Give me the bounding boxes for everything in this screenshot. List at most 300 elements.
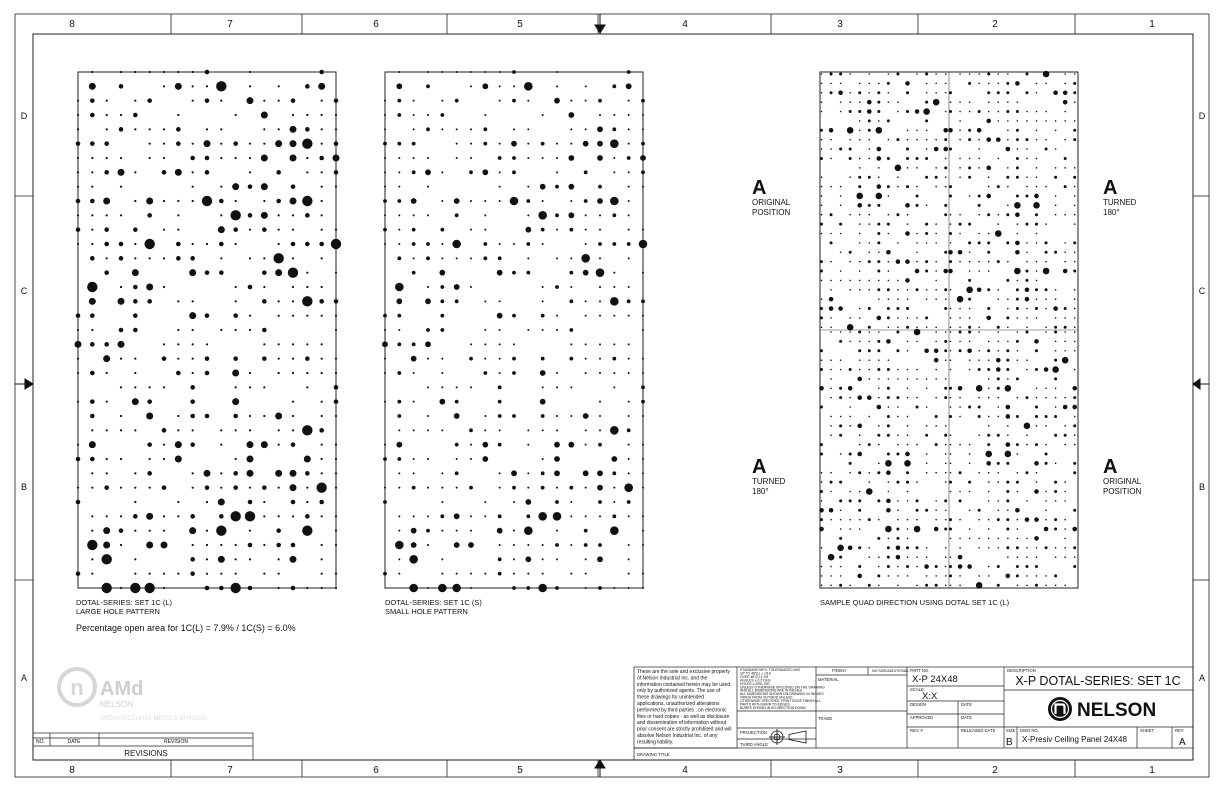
perforation-hole [247, 97, 254, 104]
perforation-hole [945, 444, 947, 446]
perforation-hole [216, 525, 226, 535]
perforation-hole [397, 142, 401, 146]
perforation-hole [868, 92, 870, 94]
perforation-hole [997, 416, 999, 418]
perforation-hole [192, 243, 194, 245]
perforation-hole [130, 583, 140, 593]
perforation-hole [887, 157, 890, 160]
perforation-hole [926, 472, 928, 474]
perforation-hole [949, 148, 952, 151]
text-line: HOLES ±.005/-.000 [740, 681, 770, 686]
perforation-hole [1007, 538, 1009, 540]
perforation-hole [887, 307, 890, 310]
col-label-bottom: 3 [837, 765, 843, 776]
perforation-hole [887, 387, 890, 390]
perforation-hole [527, 573, 529, 575]
perforation-hole [321, 558, 323, 560]
perforation-hole [248, 543, 253, 548]
perforation-hole [905, 231, 910, 236]
perforation-hole [1007, 434, 1009, 436]
perforation-hole [177, 358, 179, 360]
perforation-hole [949, 528, 952, 531]
perforation-hole [1026, 547, 1028, 549]
perforation-hole [1072, 527, 1077, 532]
perforation-hole [527, 143, 529, 145]
perforation-hole [1036, 158, 1038, 160]
perforation-hole [598, 543, 602, 547]
perforation-hole [335, 128, 337, 130]
perforation-hole [262, 270, 267, 275]
perforation-hole [249, 315, 251, 317]
perforation-hole [163, 587, 165, 589]
perforation-hole [926, 148, 928, 150]
perforation-hole [335, 329, 337, 331]
perforation-hole [177, 429, 179, 431]
perforation-hole [959, 444, 961, 446]
perforation-hole [77, 128, 79, 130]
perforation-hole [1026, 575, 1028, 577]
perforation-hole [321, 257, 323, 259]
col-label-bottom: 7 [227, 765, 233, 776]
perforation-hole [986, 137, 991, 142]
perforation-hole [1045, 462, 1048, 465]
perforation-hole [935, 223, 937, 225]
perforation-hole [1033, 202, 1040, 209]
perforation-hole [541, 471, 545, 475]
col-label-bottom: 2 [992, 765, 998, 776]
perforation-hole [263, 100, 265, 102]
perforation-hole [499, 71, 501, 73]
perforation-hole [966, 286, 973, 293]
perforation-hole [76, 199, 81, 204]
perforation-hole [1055, 397, 1057, 399]
perforation-hole [104, 242, 109, 247]
perforation-hole [925, 176, 928, 179]
perforation-hole [1064, 73, 1066, 75]
perforation-hole [878, 251, 880, 253]
perforation-hole [611, 456, 617, 462]
perforation-hole [499, 544, 501, 546]
perforation-hole [887, 546, 890, 549]
perforation-hole [598, 443, 602, 447]
perforation-hole [1055, 129, 1057, 131]
perforation-hole [997, 462, 1000, 465]
perforation-hole [106, 472, 108, 474]
perforation-hole [859, 491, 861, 493]
perforation-hole [555, 285, 559, 289]
perforation-hole [628, 143, 630, 145]
perforation-hole [856, 193, 863, 200]
perforation-hole [452, 240, 461, 249]
perforation-hole [499, 472, 501, 474]
perforation-hole [321, 214, 323, 216]
perforation-hole [997, 387, 1000, 390]
perforation-hole [849, 139, 851, 141]
perforation-hole [935, 443, 938, 446]
perforation-hole [1073, 138, 1076, 141]
perforation-hole [426, 256, 430, 260]
perforation-hole [91, 573, 93, 575]
perforation-hole [905, 81, 910, 86]
perforation-hole [133, 328, 138, 333]
perforation-hole [934, 348, 939, 353]
perforation-hole [412, 242, 416, 246]
perforation-hole [959, 331, 962, 334]
perforation-hole [120, 71, 122, 73]
perforation-hole [820, 443, 823, 446]
perforation-hole [1036, 129, 1038, 131]
perforation-hole [77, 358, 79, 360]
perforation-hole [988, 481, 990, 483]
perforation-hole [958, 555, 963, 560]
perforation-hole [278, 128, 280, 130]
perforation-hole [233, 227, 238, 232]
perforation-hole [1016, 288, 1019, 291]
perforation-hole [384, 100, 386, 102]
perforation-hole [945, 519, 947, 521]
col-label-top: 8 [69, 19, 75, 30]
rev-value: A [1179, 737, 1186, 748]
perforation-hole [163, 143, 165, 145]
perforation-hole [640, 155, 646, 161]
perforation-hole [935, 378, 937, 380]
perforation-hole [190, 399, 195, 404]
perforation-hole [120, 114, 122, 116]
perforation-hole [554, 470, 560, 476]
perforation-hole [820, 157, 823, 160]
perforation-hole [948, 128, 953, 133]
perforation-hole [997, 341, 999, 343]
perforation-hole [189, 269, 196, 276]
perforation-hole [906, 326, 909, 329]
perforation-hole [1015, 241, 1020, 246]
perforation-hole [305, 242, 310, 247]
perforation-hole [887, 434, 890, 437]
perforation-hole [839, 73, 842, 76]
perforation-hole [513, 243, 515, 245]
perforation-hole [988, 425, 990, 427]
perforation-hole [104, 485, 109, 490]
perforation-hole [1025, 297, 1030, 302]
perforation-hole [1026, 556, 1028, 558]
perforation-hole [950, 434, 952, 436]
perforation-hole [641, 400, 645, 404]
perforation-hole [149, 386, 151, 388]
perforation-hole [988, 519, 990, 521]
perforation-hole [177, 573, 179, 575]
perforation-hole [897, 242, 899, 244]
perforation-hole [220, 544, 222, 546]
perforation-hole [441, 257, 443, 259]
perforation-hole [76, 227, 81, 232]
perforation-hole [1054, 574, 1057, 577]
perforation-hole [599, 214, 601, 216]
perforation-hole [290, 155, 297, 162]
perforation-hole [456, 157, 458, 159]
perforation-hole [868, 119, 871, 122]
perforation-hole [969, 73, 971, 75]
perforation-hole [840, 195, 842, 197]
perforation-hole [398, 157, 400, 159]
perforation-hole [206, 544, 208, 546]
perforation-hole [878, 585, 880, 587]
perforation-hole [926, 463, 928, 465]
perforation-hole [1036, 280, 1038, 282]
perforation-hole [427, 429, 429, 431]
perforation-hole [969, 359, 971, 361]
perforation-hole [839, 387, 842, 390]
perforation-hole [1016, 298, 1019, 301]
perforation-hole [888, 195, 890, 197]
perforation-hole [888, 327, 890, 329]
perforation-hole [441, 472, 443, 474]
perforation-hole [868, 341, 870, 343]
perforation-hole [969, 491, 971, 493]
perforation-hole [935, 500, 937, 502]
perforation-hole [950, 491, 952, 493]
perforation-hole [220, 429, 222, 431]
perforation-hole [878, 359, 880, 361]
perforation-hole [133, 285, 138, 290]
perforation-hole [1045, 111, 1047, 113]
perforation-hole [1016, 574, 1019, 577]
perforation-hole [292, 429, 294, 431]
perforation-hole [1055, 500, 1057, 502]
perforation-hole [896, 213, 899, 216]
perforation-hole [499, 85, 501, 87]
perforation-hole [1064, 242, 1066, 244]
perforation-hole [830, 369, 832, 371]
perforation-hole [484, 358, 486, 360]
perforation-hole [542, 286, 544, 288]
perforation-hole [830, 425, 832, 427]
perforation-hole [177, 71, 179, 73]
perforation-hole [334, 399, 339, 404]
perforation-hole [878, 566, 880, 568]
perforation-hole [944, 166, 947, 169]
perforation-hole [829, 128, 834, 133]
perforation-hole [1064, 214, 1066, 216]
perforation-hole [988, 500, 990, 502]
perforation-hole [525, 227, 531, 233]
perforation-hole [935, 186, 937, 188]
perforation-hole [969, 270, 971, 272]
perforation-hole [248, 285, 253, 290]
perforation-hole [830, 83, 832, 85]
perforation-hole [527, 157, 529, 159]
perforation-hole [978, 434, 980, 436]
perforation-hole [944, 434, 947, 437]
perforation-hole [413, 114, 415, 116]
perforation-hole [1074, 120, 1076, 122]
perforation-hole [456, 128, 458, 130]
perforation-hole [1035, 443, 1038, 446]
perforation-hole [1063, 100, 1068, 105]
perforation-hole [262, 299, 267, 304]
perforation-hole [859, 83, 861, 85]
perforation-hole [907, 129, 909, 131]
nelson-logo-icon [1048, 697, 1072, 721]
perforation-hole [584, 529, 588, 533]
perforation-hole [849, 528, 851, 530]
perforation-hole [484, 71, 486, 73]
perforation-hole [896, 138, 899, 141]
perforation-hole [278, 300, 280, 302]
perforation-hole [163, 229, 165, 231]
perforation-hole [969, 444, 971, 446]
perforation-hole [858, 185, 861, 188]
perforation-hole [585, 558, 587, 560]
perforation-hole [556, 429, 558, 431]
perforation-hole [205, 170, 210, 175]
perforation-hole [149, 487, 151, 489]
perforation-hole [120, 286, 122, 288]
perforation-hole [292, 300, 294, 302]
perforation-hole [1034, 517, 1039, 522]
perforation-hole [1063, 90, 1068, 95]
perforation-hole [968, 166, 971, 169]
perforation-hole [291, 442, 296, 447]
perforation-hole [305, 514, 310, 519]
perforation-hole [205, 586, 210, 591]
perforation-hole [321, 472, 323, 474]
perforation-hole [859, 519, 861, 521]
perforation-hole [896, 545, 901, 550]
row-label-right: A [1198, 673, 1206, 683]
perforation-hole [610, 297, 619, 306]
perforation-hole [1005, 451, 1012, 458]
perforation-hole [1007, 425, 1009, 427]
perforation-hole [1074, 195, 1076, 197]
perforation-hole [642, 415, 644, 417]
perforation-hole [859, 120, 861, 122]
perforation-hole [321, 171, 323, 173]
perforation-hole [232, 370, 239, 377]
perforation-hole [887, 223, 890, 226]
perforation-hole [319, 156, 324, 161]
perforation-hole [263, 544, 265, 546]
perforation-hole [958, 386, 963, 391]
perforation-hole [205, 156, 210, 161]
perforation-hole [997, 547, 999, 549]
perforation-hole [935, 92, 937, 94]
perforation-hole [526, 271, 530, 275]
perforation-hole [925, 584, 928, 587]
perforation-hole [878, 331, 880, 333]
perforation-hole [89, 441, 96, 448]
perforation-hole [1063, 405, 1068, 410]
perforation-hole [484, 429, 486, 431]
perforation-hole [77, 401, 79, 403]
perforation-hole [896, 555, 901, 560]
perforation-hole [177, 415, 179, 417]
quad-label-line: TURNED [752, 477, 786, 486]
perforation-hole [1036, 397, 1038, 399]
perforation-hole [541, 142, 545, 146]
perforation-hole [642, 229, 644, 231]
perforation-hole [1074, 167, 1076, 169]
perforation-hole [877, 434, 880, 437]
perforation-hole [1017, 472, 1019, 474]
perforation-hole [305, 213, 310, 218]
perforation-hole [425, 341, 431, 347]
perforation-hole [220, 444, 222, 446]
perforation-hole [513, 530, 515, 532]
perforation-hole [978, 472, 980, 474]
perforation-hole [821, 327, 823, 329]
perforation-hole [484, 329, 486, 331]
perforation-hole [275, 470, 282, 477]
perforation-hole [230, 583, 240, 593]
perforation-hole [877, 184, 882, 189]
perforation-hole [1014, 202, 1021, 209]
perforation-hole [897, 280, 899, 282]
perforation-hole [878, 387, 880, 389]
perforation-hole [106, 114, 108, 116]
perforation-hole [945, 92, 947, 94]
perforation-hole [1055, 317, 1057, 319]
perforation-hole [384, 329, 386, 331]
perforation-hole [1064, 491, 1066, 493]
perforation-hole [163, 530, 165, 532]
perforation-hole [206, 501, 208, 503]
perforation-hole [77, 243, 79, 245]
perforation-hole [868, 349, 871, 352]
perforation-hole [1026, 444, 1028, 446]
perforation-hole [978, 397, 980, 399]
perforation-hole [512, 414, 516, 418]
perforation-hole [821, 176, 823, 178]
perforation-hole [512, 357, 516, 361]
perforation-hole [967, 564, 972, 569]
perforation-hole [959, 101, 961, 103]
perforation-hole [398, 171, 400, 173]
perforation-hole [935, 584, 938, 587]
perforation-hole [944, 387, 947, 390]
perforation-hole [290, 140, 297, 147]
perforation-hole [969, 463, 971, 465]
perforation-hole [959, 585, 961, 587]
perforation-hole [1016, 377, 1019, 380]
perforation-hole [1054, 434, 1057, 437]
perforation-hole [263, 573, 265, 575]
perforation-hole [820, 452, 823, 455]
perforation-hole [857, 452, 862, 457]
perforation-hole [103, 542, 110, 549]
perforation-hole [885, 526, 892, 533]
perforation-hole [906, 546, 909, 549]
perforation-hole [1074, 434, 1076, 436]
perforation-hole [306, 386, 308, 388]
perforation-hole [950, 556, 952, 558]
perforation-hole [888, 298, 890, 300]
perforation-hole [249, 157, 251, 159]
perforation-hole [249, 429, 251, 431]
perforation-hole [206, 85, 208, 87]
perforation-hole [527, 186, 529, 188]
perforation-hole [978, 368, 981, 371]
quad-label-letter: A [752, 456, 767, 478]
perforation-hole [925, 157, 928, 160]
perforation-hole [838, 306, 843, 311]
perforation-hole [90, 414, 95, 419]
perforation-hole [1017, 359, 1019, 361]
perforation-hole [628, 343, 630, 345]
perforation-hole [1017, 317, 1019, 319]
perforation-hole [395, 283, 404, 292]
perforation-hole [585, 229, 587, 231]
perforation-hole [497, 270, 503, 276]
